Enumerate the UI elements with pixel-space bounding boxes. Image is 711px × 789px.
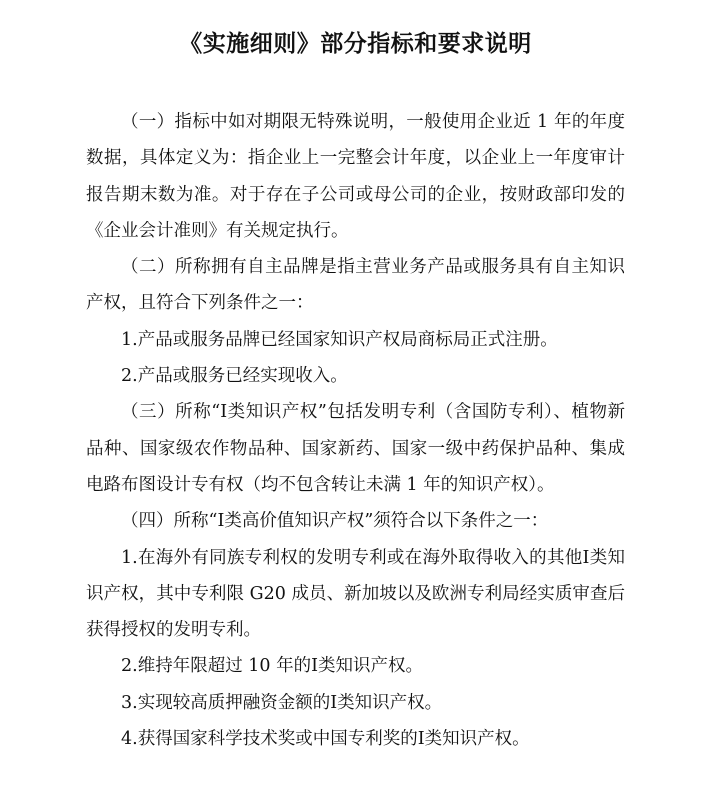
section-3-paragraph: （三）所称“I类知识产权”包括发明专利（含国防专利）、植物新品种、国家级农作物品种、国家新药、国家一级中药保护品种、集成电路布图设计专有权（均不包含转让未满 1 年的知识产权）。 (86, 402, 625, 495)
section-4-paragraph: （四）所称“I类高价值知识产权”须符合以下条件之一： (121, 511, 549, 532)
section-4-item-3: 3.实现较高质押融资金额的I类知识产权。 (121, 692, 443, 713)
section-4-item-1: 1.在海外有同族专利权的发明专利或在海外取得收入的其他I类知识产权，其中专利限 G20 成员、新加坡以及欧洲专利局经实质审查后获得授权的发明专利。 (86, 547, 625, 641)
section-2-paragraph: （二）所称拥有自主品牌是指主营业务产品或服务具有自主知识产权，且符合下列条件之一： (86, 257, 625, 314)
section-1-paragraph: （一）指标中如对期限无特殊说明，一般使用企业近 1 年的年度数据，具体定义为：指企业上一完整会计年度，以企业上一年度审计报告期末数为准。对于存在子公司或母公司的企业，按财政部印发的《企业会计准则》有关规定执行。 (86, 112, 625, 241)
section-4-item-2: 2.维持年限超过 10 年的I类知识产权。 (121, 656, 424, 677)
document-title: 《实施细则》部分指标和要求说明 (179, 31, 532, 57)
section-4-item-4: 4.获得国家科学技术奖或中国专利奖的I类知识产权。 (121, 729, 530, 750)
section-2-item-1: 1.产品或服务品牌已经国家知识产权局商标局正式注册。 (121, 329, 558, 350)
section-2-item-2: 2.产品或服务已经实现收入。 (121, 366, 348, 387)
